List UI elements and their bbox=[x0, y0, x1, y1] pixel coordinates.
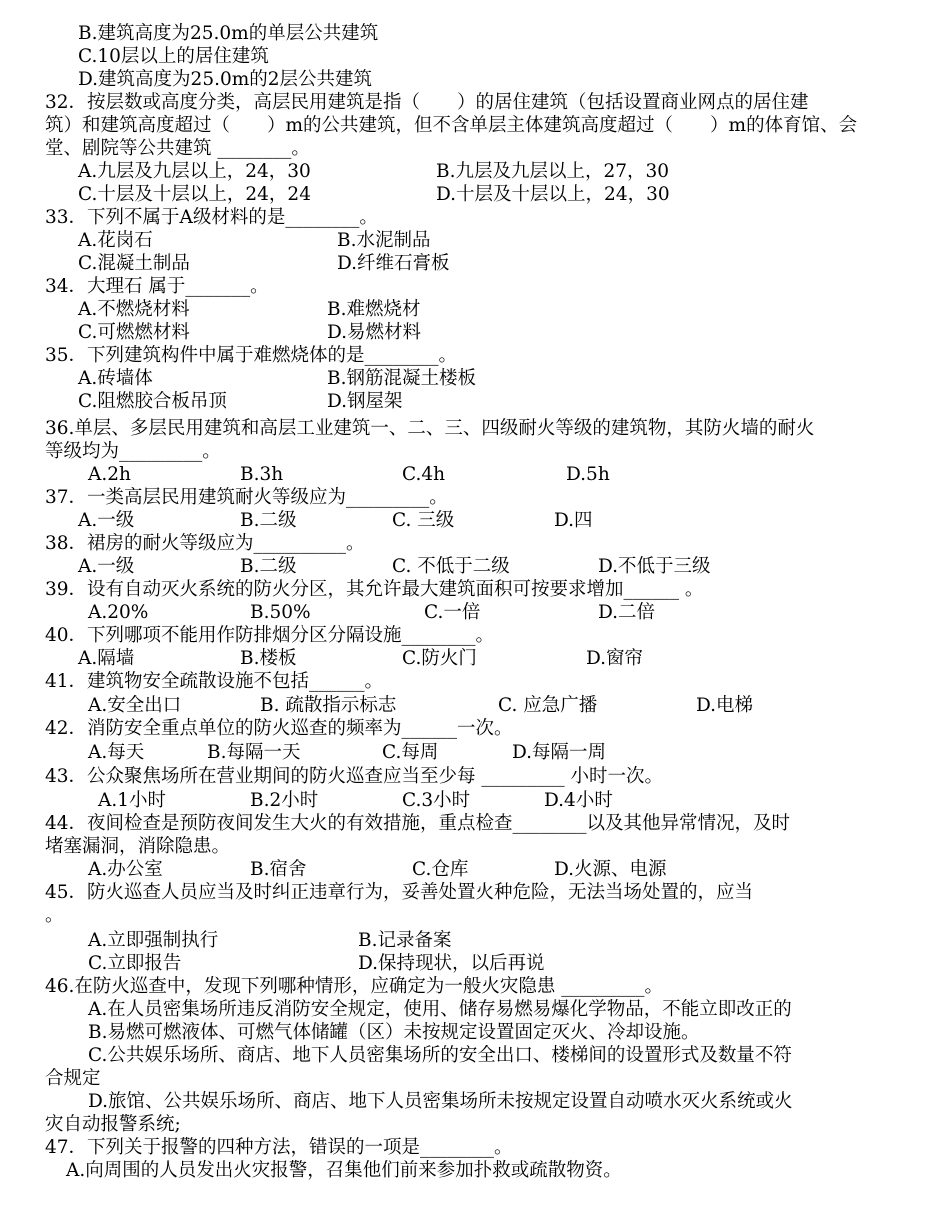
option: B.楼板 bbox=[240, 648, 297, 669]
option: D.四 bbox=[554, 510, 593, 531]
option: D.电梯 bbox=[696, 695, 754, 716]
option: D.十层及十层以上，24，30 bbox=[436, 184, 670, 205]
option: A.立即强制执行 bbox=[88, 930, 219, 951]
option: C.仓库 bbox=[412, 859, 469, 880]
question-36: 36.单层、多层民用建筑和高层工业建筑一、二、三、四级耐火等级的建筑物，其防火墙的耐火 bbox=[45, 418, 815, 439]
option: D.钢屋架 bbox=[327, 391, 403, 412]
question-35: 35．下列建筑构件中属于难燃烧体的是________。 bbox=[45, 345, 458, 366]
option: D.窗帘 bbox=[586, 648, 644, 669]
option-line: B.建筑高度为25.0m的单层公共建筑 bbox=[78, 23, 379, 44]
option: A.不燃烧材料 bbox=[78, 299, 190, 320]
option: B.记录备案 bbox=[358, 930, 452, 951]
option: D.易燃材料 bbox=[327, 322, 422, 343]
option: B.50% bbox=[250, 602, 311, 623]
question-36-cont: 等级均为_________。 bbox=[45, 441, 221, 462]
option: D.4小时 bbox=[544, 790, 613, 811]
question-32-cont: 筑）和建筑高度超过（ ）m的公共建筑，但不含单层主体建筑高度超过（ ）m的体育馆、会 bbox=[45, 115, 858, 136]
option: C.可燃燃材料 bbox=[78, 322, 190, 343]
question-34: 34．大理石 属于_______。 bbox=[45, 276, 269, 297]
option: C.防火门 bbox=[402, 648, 477, 669]
option-line-cont: 灾自动报警系统; bbox=[45, 1114, 181, 1135]
question-43: 43．公众聚焦场所在营业期间的防火巡查应当至少每 _________ 小时一次。 bbox=[45, 766, 664, 787]
option: A.办公室 bbox=[88, 859, 163, 880]
option: C.十层及十层以上，24，24 bbox=[78, 184, 311, 205]
option: C. 三级 bbox=[392, 510, 455, 531]
option: A.一级 bbox=[78, 556, 135, 577]
question-33: 33．下列不属于A级材料的是________。 bbox=[45, 207, 378, 228]
option: C. 应急广播 bbox=[498, 695, 598, 716]
option: B.二级 bbox=[240, 556, 297, 577]
option: C.立即报告 bbox=[88, 953, 182, 974]
option: A.一级 bbox=[78, 510, 135, 531]
option: B.二级 bbox=[240, 510, 297, 531]
question-44-cont: 堵塞漏洞，消除隐患。 bbox=[45, 836, 231, 857]
option-line: D.建筑高度为25.0m的2层公共建筑 bbox=[78, 69, 373, 90]
question-32: 32．按层数或高度分类，高层民用建筑是指（ ）的居住建筑（包括设置商业网点的居住建 bbox=[45, 92, 809, 113]
option: A.每天 bbox=[88, 742, 145, 763]
question-42: 42．消防安全重点单位的防火巡查的频率为______一次。 bbox=[45, 718, 513, 739]
option: A.20% bbox=[88, 602, 149, 623]
question-44: 44．夜间检查是预防夜间发生大火的有效措施，重点检查________以及其他异常情况，及时 bbox=[45, 813, 791, 834]
option-line: C.公共娱乐场所、商店、地下人员密集场所的安全出口、楼梯间的设置形式及数量不符 bbox=[88, 1045, 792, 1066]
option: A.花岗石 bbox=[78, 230, 153, 251]
option: A.砖墙体 bbox=[78, 368, 153, 389]
option: C. 不低于二级 bbox=[392, 556, 510, 577]
option-line: D.旅馆、公共娱乐场所、商店、地下人员密集场所未按规定设置自动喷水灭火系统或火 bbox=[88, 1091, 793, 1112]
option: B.每隔一天 bbox=[207, 742, 301, 763]
option: D.5h bbox=[566, 464, 610, 485]
option: D.火源、电源 bbox=[554, 859, 667, 880]
option: C.阻燃胶合板吊顶 bbox=[78, 391, 227, 412]
option: B.3h bbox=[240, 464, 284, 485]
option: A.九层及九层以上，24，30 bbox=[78, 161, 311, 182]
option: D.二倍 bbox=[598, 602, 656, 623]
option: B. 疏散指示标志 bbox=[260, 695, 397, 716]
option: B.钢筋混凝土楼板 bbox=[327, 368, 476, 389]
option-line-cont: 合规定 bbox=[45, 1068, 101, 1089]
option: A.1小时 bbox=[98, 790, 167, 811]
option: B.2小时 bbox=[250, 790, 319, 811]
option: D.不低于三级 bbox=[598, 556, 711, 577]
question-39: 39．设有自动灭火系统的防火分区，其允许最大建筑面积可按要求增加______ 。 bbox=[45, 579, 704, 600]
option: D.每隔一周 bbox=[512, 742, 607, 763]
option: B.难燃烧材 bbox=[327, 299, 421, 320]
question-38: 38．裙房的耐火等级应为__________。 bbox=[45, 533, 365, 554]
option-line: A.在人员密集场所违反消防安全规定，使用、储存易燃易爆化学物品，不能立即改正的 bbox=[88, 999, 792, 1020]
question-37: 37．一类高层民用建筑耐火等级应为_________。 bbox=[45, 487, 448, 508]
option-line: C.10层以上的居住建筑 bbox=[78, 46, 269, 67]
option: C.4h bbox=[402, 464, 446, 485]
question-45: 45．防火巡查人员应当及时纠正违章行为，妥善处置火种危险，无法当场处置的，应当 bbox=[45, 882, 754, 903]
option: D.保持现状，以后再说 bbox=[358, 953, 545, 974]
option-line: B.易燃可燃液体、可燃气体储罐（区）未按规定设置固定灭火、冷却设施。 bbox=[88, 1022, 700, 1043]
option: B.水泥制品 bbox=[337, 230, 431, 251]
option: A.隔墙 bbox=[78, 648, 135, 669]
question-46: 46.在防火巡查中，发现下列哪种情形，应确定为一般火灾隐患 _________。 bbox=[45, 976, 664, 997]
question-41: 41．建筑物安全疏散设施不包括______。 bbox=[45, 671, 384, 692]
option: B.宿舍 bbox=[250, 859, 307, 880]
option-line: A.向周围的人员发出火灾报警，召集他们前来参加扑救或疏散物资。 bbox=[66, 1160, 622, 1181]
option: C.3小时 bbox=[402, 790, 471, 811]
question-32-cont: 堂、剧院等公共建筑 ________。 bbox=[45, 138, 310, 159]
option: C.混凝土制品 bbox=[78, 253, 190, 274]
question-45-cont: 。 bbox=[45, 905, 64, 926]
question-47: 47．下列关于报警的四种方法，错误的一项是________。 bbox=[45, 1137, 513, 1158]
option: A.安全出口 bbox=[88, 695, 182, 716]
option: C.一倍 bbox=[424, 602, 481, 623]
option: B.九层及九层以上，27，30 bbox=[436, 161, 670, 182]
question-40: 40．下列哪项不能用作防排烟分区分隔设施________。 bbox=[45, 625, 495, 646]
option: C.每周 bbox=[382, 742, 439, 763]
option: A.2h bbox=[88, 464, 131, 485]
option: D.纤维石膏板 bbox=[337, 253, 450, 274]
